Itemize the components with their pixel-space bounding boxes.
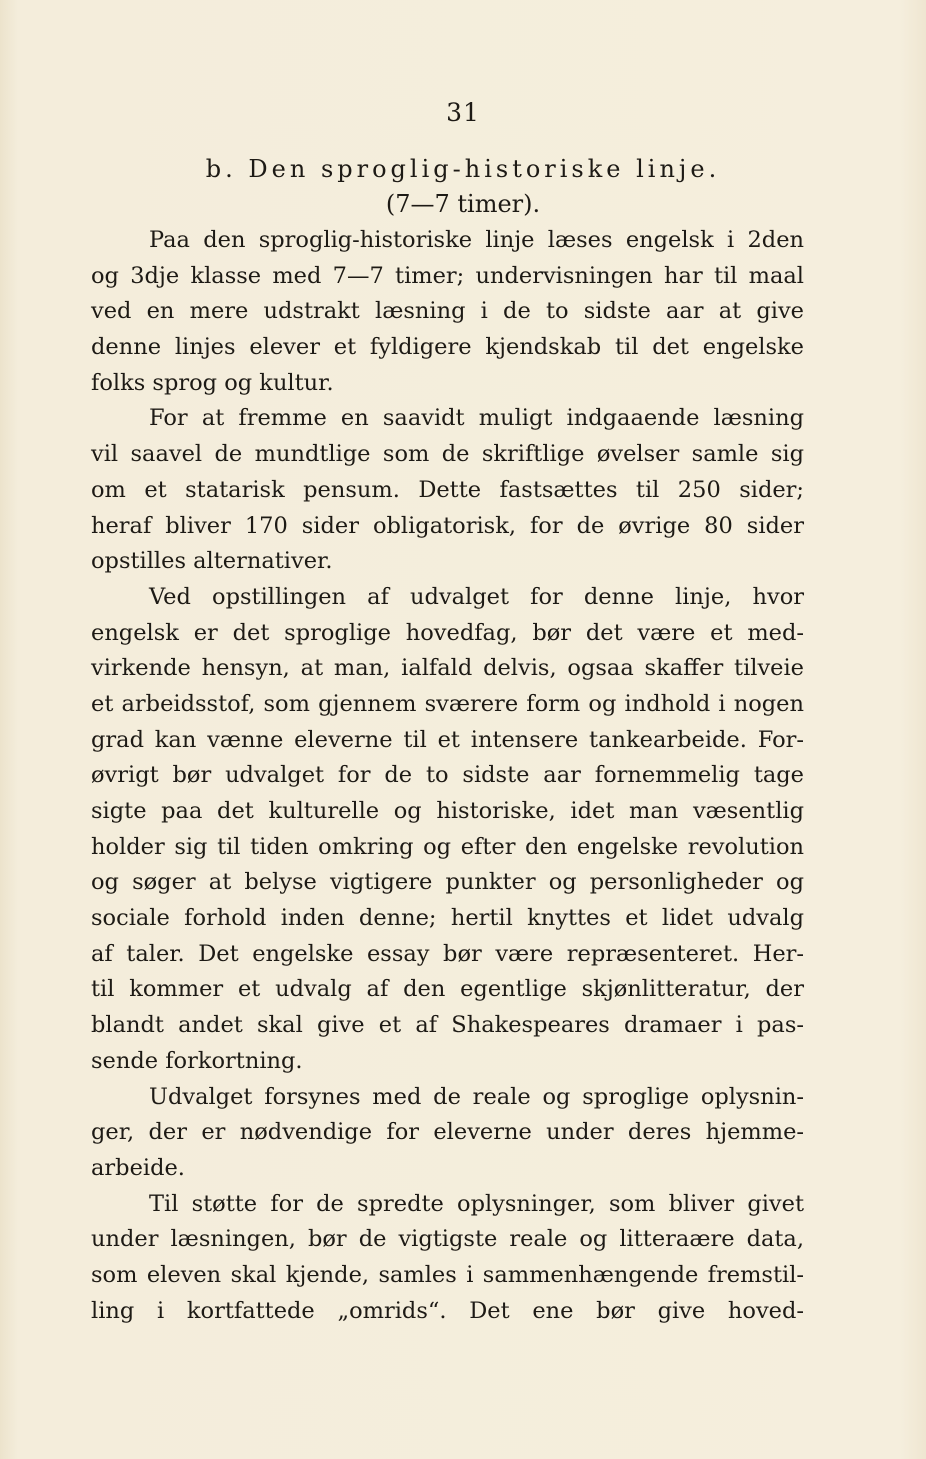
text-line: grad kan vænne eleverne til et intensere tankearbeide. For- [91, 726, 804, 753]
text-line: sociale forhold inden denne; hertil knyttes et lidet udvalg [91, 905, 804, 932]
text-line: heraf bliver 170 sider obligatorisk, for de øvrige 80 sider [91, 512, 804, 539]
text-line: virkende hensyn, at man, ialfald delvis, ogsaa skaffer tilveie [91, 655, 804, 682]
text-line: sende forkortning. [91, 1047, 303, 1074]
text-line: Udvalget forsynes med de reale og sproglige oplysnin- [149, 1083, 804, 1110]
text-line: under læsningen, bør de vigtigste reale og litteraære data, [91, 1226, 804, 1253]
text-line: og søger at belyse vigtigere punkter og personligheder og [91, 869, 804, 896]
paragraph [91, 223, 804, 401]
paragraph [91, 1080, 804, 1187]
text-line: ling i kortfattede „omrids“. Det ene bør give hoved- [91, 1297, 804, 1324]
text-line: folks sprog og kultur. [91, 369, 334, 396]
text-line: Ved opstillingen af udvalget for denne linje, hvor [149, 583, 804, 610]
text-line: holder sig til tiden omkring og efter den engelske revolution [91, 833, 804, 860]
text-line: For at fremme en saavidt muligt indgaaende læsning [149, 405, 804, 432]
text-line: vil saavel de mundtlige som de skriftlige øvelser samle sig [91, 441, 804, 468]
text-line: Paa den sproglig-historiske linje læses engelsk i 2den [149, 227, 804, 253]
section-heading: b. Den sproglig-historiske linje. [205, 155, 721, 183]
section-subheading: (7—7 timer). [385, 190, 541, 218]
text-line: øvrigt bør udvalget for de to sidste aar fornemmelig tage [91, 762, 804, 789]
text-line: og 3dje klasse med 7—7 timer; undervisningen har til maal [91, 262, 804, 289]
text-line: et arbeidsstof, som gjennem sværere form og indhold i nogen [91, 690, 804, 717]
text-line: arbeide. [91, 1154, 185, 1181]
paragraph [91, 401, 804, 579]
text-line: opstilles alternativer. [91, 548, 333, 575]
text-line: blandt andet skal give et af Shakespeares dramaer i pas- [91, 1012, 804, 1039]
text-line: ved en mere udstrakt læsning i de to sidste aar at give [91, 298, 804, 325]
text-line: engelsk er det sproglige hovedfag, bør det være et med- [91, 619, 804, 646]
text-line: til kommer et udvalg af den egentlige skjønlitteratur, der [91, 976, 804, 1003]
text-line: sigte paa det kulturelle og historiske, idet man væsentlig [91, 798, 804, 824]
paragraph [91, 1187, 804, 1330]
page-number: 31 [446, 98, 480, 127]
text-line: Til støtte for de spredte oplysninger, som bliver givet [149, 1190, 804, 1217]
body-text [91, 223, 804, 1329]
text-line: ger, der er nødvendige for eleverne under deres hjemme- [91, 1119, 804, 1146]
text-line: om et statarisk pensum. Dette fastsættes til 250 sider; [91, 476, 804, 503]
text-line: som eleven skal kjende, samles i sammenhængende fremstil- [91, 1261, 804, 1288]
text-line: af taler. Det engelske essay bør være repræsenteret. Her- [91, 940, 804, 967]
text-line: denne linjes elever et fyldigere kjendskab til det engelske [91, 334, 804, 361]
paragraph [91, 580, 804, 1080]
